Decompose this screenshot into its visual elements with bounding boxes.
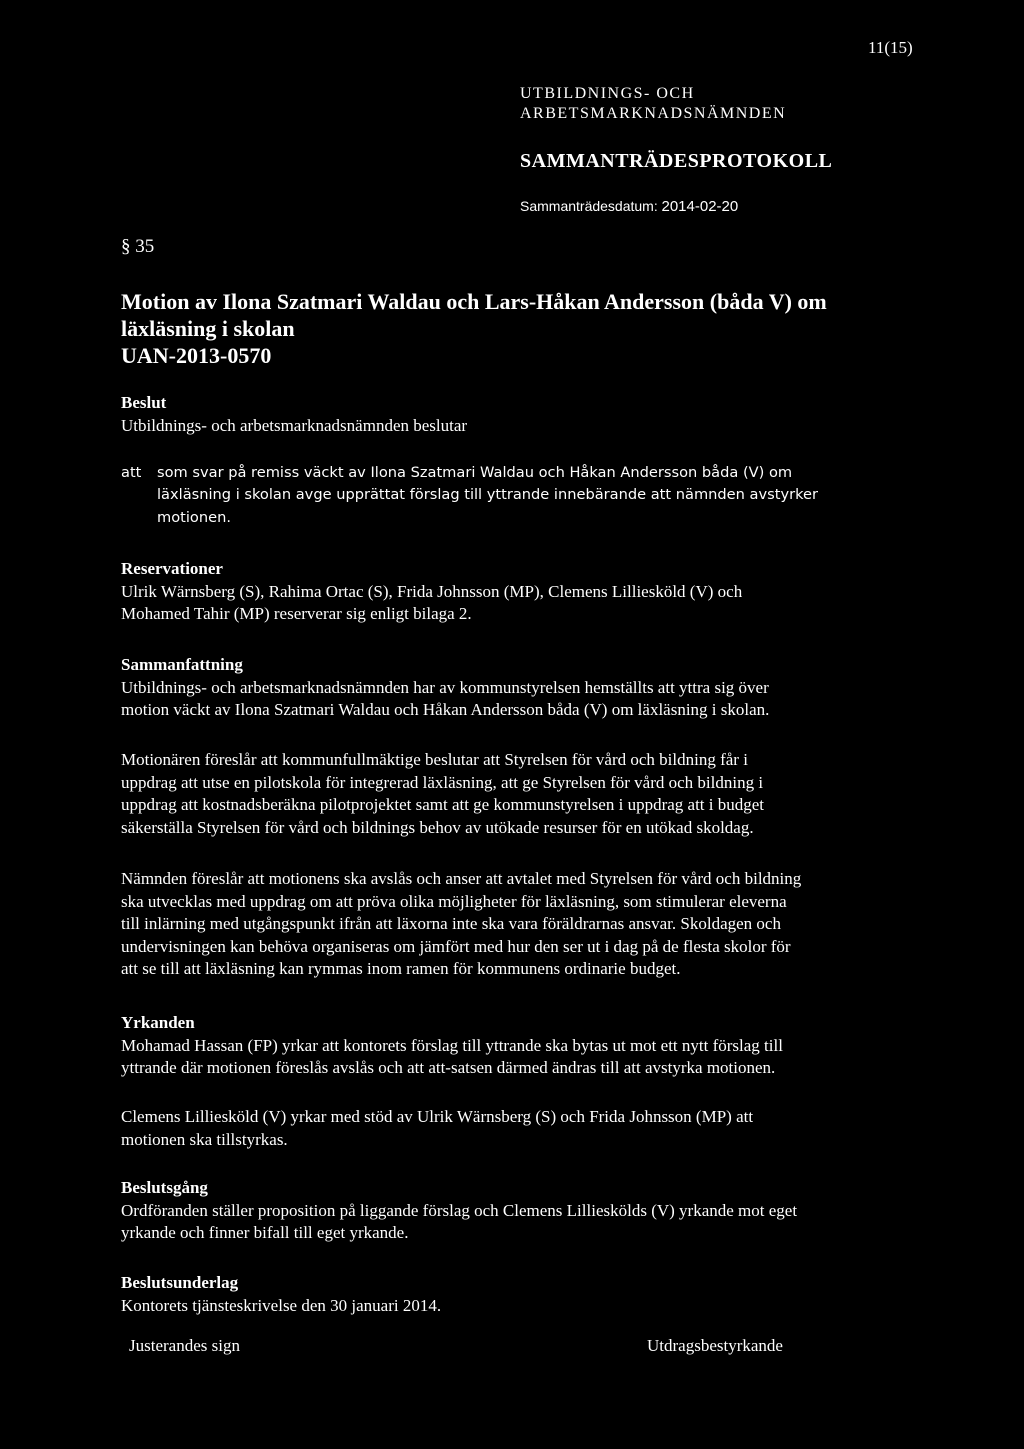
- beslutsgang-line2: yrkande och finner bifall till eget yrkande.: [121, 1223, 409, 1242]
- sammanfattning-p1-line1: Utbildnings- och arbetsmarknadsnämnden har av kommunstyrelsen hemställts att yttra sig över: [121, 677, 769, 697]
- page-number: 11(15): [868, 38, 913, 57]
- att-line2: läxläsning i skolan avge upprättat förslag till yttrande innebärande att nämnden avstyrker: [157, 486, 818, 504]
- beslut-heading: Beslut: [121, 393, 167, 412]
- yrkanden-heading: Yrkanden: [121, 1013, 195, 1032]
- organization-name-line1: UTBILDNINGS- OCH: [520, 85, 695, 102]
- att-clause-text: [157, 462, 917, 529]
- committee-proposal-paragraph: [121, 868, 921, 981]
- reservationer-section: [121, 558, 921, 626]
- case-number: UAN-2013-0570: [121, 343, 272, 368]
- committee-proposal-line2: ska utvecklas med uppdrag om att pröva olika möjligheter för läxläsning, som stimulerar eleverna: [121, 891, 787, 911]
- beslutsgang-line1: Ordföranden ställer proposition på liggande förslag och Clemens Lillieskölds (V) yrkande mot eget: [121, 1200, 798, 1220]
- paragraph-number: § 35: [121, 236, 155, 257]
- title-line2: läxläsning i skolan: [121, 316, 295, 341]
- yrkanden-section: [121, 1012, 921, 1080]
- protocol-title: SAMMANTRÄDESPROTOKOLL: [520, 150, 833, 172]
- beslut-section: [121, 392, 921, 437]
- att-line3: motionen.: [157, 508, 231, 526]
- yrkanden-p1-line1: Mohamad Hassan (FP) yrkar att kontorets förslag till yttrande ska bytas ut mot ett nytt förslag till: [121, 1035, 783, 1055]
- att-label: att: [121, 464, 142, 481]
- meeting-date-value: 2014-02-20: [661, 198, 739, 215]
- meeting-date-label: Sammanträdesdatum:: [520, 198, 658, 214]
- yrkanden-second-paragraph: [121, 1106, 921, 1151]
- meeting-date: [520, 198, 738, 216]
- committee-proposal-line3: till inlärning med utgångspunkt ifrån att läxorna inte ska vara föräldrarnas ansvar. Skoldagen och: [121, 914, 781, 933]
- motion-summary-line4: säkerställa Styrelsen för vård och bildnings behov av utökade resurser för en utökad skoldag.: [121, 817, 754, 837]
- reservationer-line1: Ulrik Wärnsberg (S), Rahima Ortac (S), Frida Johnsson (MP), Clemens Lilliesköld (V) och: [121, 581, 743, 601]
- sammanfattning-heading: Sammanfattning: [121, 655, 243, 674]
- beslutsunderlag-text: Kontorets tjänsteskrivelse den 30 januari 2014.: [121, 1295, 442, 1315]
- title-line1: Motion av Ilona Szatmari Waldau och Lars-Håkan Andersson (båda V) om: [121, 289, 827, 314]
- sammanfattning-p1-line2: motion väckt av Ilona Szatmari Waldau och Håkan Andersson båda (V) om läxläsning i skolan.: [121, 700, 770, 719]
- reservationer-heading: Reservationer: [121, 559, 223, 578]
- committee-proposal-line5: att se till att läxläsning kan rymmas inom ramen för kommunens ordinarie budget.: [121, 959, 681, 978]
- motion-summary-line2: uppdrag att utse en pilotskola för integrerad läxläsning, att ge Styrelsen för vård och bildning i: [121, 772, 764, 792]
- yrkanden-p2-line1: Clemens Lilliesköld (V) yrkar med stöd av Ulrik Wärnsberg (S) och Frida Johnsson (MP) att: [121, 1107, 754, 1126]
- beslut-text: Utbildnings- och arbetsmarknadsnämnden beslutar: [121, 415, 468, 435]
- beslutsunderlag-section: [121, 1272, 921, 1317]
- justerandes-sign-label: Justerandes sign: [129, 1336, 240, 1355]
- committee-proposal-line4: undervisningen kan behöva organiseras om jämfört med hur den ser ut i dag på de flesta skolor för: [121, 936, 791, 956]
- organization-name-line2: ARBETSMARKNADSNÄMNDEN: [520, 105, 787, 122]
- yrkanden-p1-line2: yttrande där motionen föreslås avslås och att att-satsen därmed ändras till att avstyrka motionen.: [121, 1058, 776, 1077]
- committee-proposal-line1: Nämnden föreslår att motionens ska avslås och anser att avtalet med Styrelsen för vård och bildning: [121, 869, 802, 888]
- yrkanden-p2-line2: motionen ska tillstyrkas.: [121, 1129, 288, 1149]
- reservationer-line2: Mohamed Tahir (MP) reserverar sig enligt bilaga 2.: [121, 604, 472, 623]
- motion-summary-line1: Motionären föreslår att kommunfullmäktige beslutar att Styrelsen för vård och bildning får i: [121, 750, 748, 769]
- beslutsunderlag-heading: Beslutsunderlag: [121, 1273, 239, 1292]
- motion-summary-line3: uppdrag att kostnadsberäkna pilotprojektet samt att ge kommunstyrelsen i uppdrag att i budget: [121, 795, 765, 814]
- att-line1: som svar på remiss väckt av Ilona Szatmari Waldau och Håkan Andersson båda (V) om: [157, 464, 793, 481]
- motion-summary-paragraph: [121, 749, 921, 839]
- sammanfattning-section: [121, 654, 921, 722]
- document-title: [121, 288, 827, 369]
- beslutsgang-section: [121, 1177, 921, 1245]
- organization-name: [520, 84, 786, 124]
- utdragsbestyrkande-label: Utdragsbestyrkande: [647, 1336, 783, 1355]
- beslutsgang-heading: Beslutsgång: [121, 1178, 208, 1197]
